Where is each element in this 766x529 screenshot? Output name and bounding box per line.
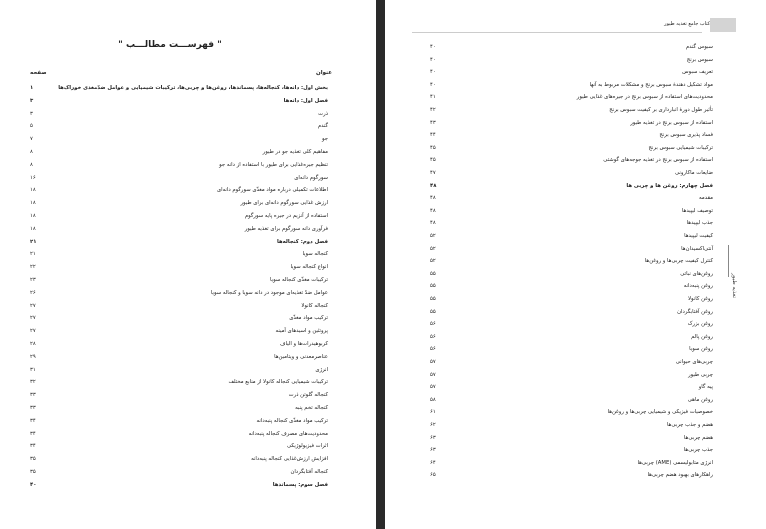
toc-entry-page: ۴۱ bbox=[430, 94, 436, 101]
toc-entry-page: ۴۰ bbox=[30, 481, 37, 488]
toc-entry-page: ۸ bbox=[30, 161, 33, 168]
toc-entry bbox=[430, 54, 713, 67]
toc-entry-title: عناصرمعدنی و ویتامین‌ها bbox=[274, 353, 328, 360]
toc-entry-page: ۳۴ bbox=[30, 417, 36, 424]
toc-entry-title: انرژی متابولیسمی (AME) چربی‌ها bbox=[637, 459, 713, 466]
toc-entry-page: ۵۶ bbox=[430, 346, 436, 353]
toc-entry bbox=[430, 255, 713, 268]
toc-entry-page: ۶۴ bbox=[430, 459, 436, 466]
toc-entry-title: کنجاله آفتابگردان bbox=[290, 469, 328, 475]
toc-entry bbox=[430, 217, 713, 230]
toc-entry bbox=[430, 230, 713, 243]
toc-entry-page: ۱۸ bbox=[30, 200, 36, 207]
toc-entry-title: عوامل ضدّ تغذیه‌ای موجود در دانه سویا و کنجاله سویا bbox=[210, 289, 328, 296]
toc-entry-title: فصل سوم: پسماندها bbox=[272, 481, 328, 488]
toc-entry-page: ۵۵ bbox=[430, 283, 436, 290]
toc-entry-title: تأثیر طول دورهٔ انبارداری بر کیفیت سبوس برنج bbox=[609, 107, 713, 113]
toc-entry bbox=[30, 453, 328, 466]
toc-entry-page: ۵ bbox=[30, 123, 33, 130]
toc-entry bbox=[30, 479, 328, 492]
toc-entry-page: ۱۸ bbox=[30, 213, 36, 219]
toc-entry-title: سبوس گندم bbox=[685, 44, 713, 50]
toc-entry bbox=[30, 415, 328, 428]
toc-entry-page: ۱۸ bbox=[30, 225, 36, 232]
toc-entry-title: خصوصیات فیزیکی و شیمیایی چربی‌ها و روغن‌ها bbox=[607, 409, 713, 416]
toc-entry-title: اثرات فیزیولوژیکی bbox=[287, 443, 328, 450]
toc-entry-page: ۶۵ bbox=[430, 472, 436, 479]
toc-entry-page: ۳۴ bbox=[30, 443, 36, 450]
toc-entry-title: ترکیبات شیمیایی سبوس برنج bbox=[648, 144, 713, 151]
toc-entry bbox=[30, 210, 328, 223]
toc-entry bbox=[430, 406, 713, 419]
toc-entry-title: ترکیب مواد مغذّی bbox=[289, 315, 328, 322]
toc-entry-title: استفاده از آنزیم در جیره پایه سورگوم bbox=[244, 213, 328, 219]
side-label: تغذیه طیور bbox=[731, 273, 737, 298]
toc-entry-page: ۳۱ bbox=[30, 366, 36, 373]
toc-entry-page: ۱۶ bbox=[30, 174, 36, 181]
toc-entry bbox=[30, 133, 328, 146]
toc-entry bbox=[430, 142, 713, 155]
toc-entry-page: ۴۸ bbox=[430, 182, 437, 189]
toc-entry-title: جو bbox=[321, 136, 328, 143]
toc-entry-page: ۴۸ bbox=[430, 207, 436, 214]
toc-entry-page: ۶۳ bbox=[430, 447, 436, 454]
toc-entry-title: تعریف سبوس bbox=[682, 69, 713, 76]
toc-entry bbox=[430, 432, 713, 445]
toc-entry-title: کنجاله تخم پنبه bbox=[295, 405, 328, 411]
toc-entry-title: محدودیت‌های مصرف کنجاله پنبه‌دانه bbox=[248, 430, 328, 437]
side-label-rule bbox=[728, 245, 729, 277]
toc-entry-title: فصل اول: دانه‌ها bbox=[283, 97, 328, 104]
toc-entry-page: ۴۸ bbox=[430, 195, 436, 202]
toc-entry-page: ۳۲ bbox=[30, 379, 36, 386]
toc-entry bbox=[30, 197, 328, 210]
toc-entry-title: انواع کنجاله سویا bbox=[290, 264, 328, 271]
toc-entry-title: روغن پنبه‌دانه bbox=[683, 283, 713, 290]
toc-entry-page: ۶۲ bbox=[430, 422, 436, 428]
toc-entry bbox=[30, 338, 328, 351]
toc-entry bbox=[30, 440, 328, 453]
toc-entry-page: ۶۳ bbox=[430, 434, 436, 441]
toc-entry bbox=[430, 79, 713, 92]
toc-entry-page: ۲۳ bbox=[30, 277, 36, 283]
toc-entry bbox=[30, 402, 328, 415]
right-page bbox=[385, 0, 766, 529]
toc-entry-page: ۴۵ bbox=[430, 157, 436, 164]
running-head: کتاب جامع تغذیه طیور bbox=[664, 21, 710, 27]
toc-entry-title: افزایش ارزش‌غذایی کنجاله پنبه‌دانه bbox=[251, 456, 328, 463]
toc-entry-page: ۴۰ bbox=[430, 69, 436, 76]
toc-entry-page: ۵۷ bbox=[430, 371, 436, 378]
toc-entry bbox=[430, 91, 713, 104]
toc-entry bbox=[430, 117, 713, 130]
toc-entry-title: فساد پذیری سبوس برنج bbox=[659, 132, 713, 139]
toc-entry-title: چربی‌های حیوانی bbox=[675, 359, 713, 365]
toc-entry-title: ارزش غذایی سورگوم دانه‌ای برای طیور bbox=[240, 200, 328, 207]
toc-title: " فهرســـت مطالـــب " bbox=[118, 40, 222, 50]
toc-entry-page: ۴۵ bbox=[430, 144, 436, 151]
toc-entry-title: ترکیبات شیمیایی کنجاله کانولا از منابع مختلف bbox=[228, 379, 328, 386]
toc-entry-page: ۵۵ bbox=[430, 308, 436, 315]
toc-entry-title: کنجاله گلوتن ذرت bbox=[288, 392, 328, 399]
toc-entry-page: ۴۰ bbox=[430, 81, 436, 88]
toc-entry-page: ۳۵ bbox=[30, 456, 36, 463]
title-column-header: عنوان bbox=[316, 70, 333, 76]
toc-entry bbox=[30, 274, 328, 287]
toc-entry bbox=[30, 325, 328, 338]
toc-entry bbox=[430, 243, 713, 256]
toc-entry-page: ۴۰ bbox=[430, 56, 436, 63]
toc-entry-page: ۲۶ bbox=[30, 289, 36, 296]
toc-entry-title: کیفیت لیپیدها bbox=[684, 233, 713, 239]
toc-entry bbox=[30, 236, 328, 249]
toc-entry-title: جذب چربی‌ها bbox=[683, 447, 713, 454]
toc-entry-title: انرژی bbox=[315, 366, 328, 373]
toc-entry-title: مقدمه bbox=[699, 195, 713, 202]
toc-entry bbox=[30, 351, 328, 364]
toc-entry-title: تنظیم جیره‌غذایی برای طیور با استفاده از دانه جو bbox=[219, 161, 328, 168]
toc-entry-page: ۵۲ bbox=[430, 258, 436, 265]
toc-entry-page: ۵۲ bbox=[430, 233, 436, 239]
toc-entry-page: ۴۰ bbox=[430, 44, 436, 50]
toc-entry bbox=[430, 205, 713, 218]
toc-entry bbox=[430, 154, 713, 167]
left-page bbox=[0, 0, 376, 529]
toc-entry-title: استفاده از سبوس برنج در تغذیه جوجه‌های گوشتی bbox=[603, 157, 713, 164]
toc-entry-title: ترکیبات مغذّی کنجاله سویا bbox=[270, 277, 328, 283]
toc-entry-title: فرآوری دانه سورگوم برای تغذیه طیور bbox=[244, 225, 328, 232]
toc-entry-title: بخش اول: دانه‌ها، کنجاله‌ها، پسماندها، روغن‌ها و چربی‌ها، ترکیبات شیمیایی و عوامل ضدّمغذی خوراک‌ها bbox=[58, 85, 328, 91]
toc-entry-title: پروتئین و اسیدهای آمینه bbox=[275, 328, 328, 335]
toc-entry bbox=[430, 104, 713, 117]
toc-entry bbox=[430, 419, 713, 432]
toc-entry-title: فصل چهارم: روغن ها و چربی ها bbox=[626, 182, 713, 189]
toc-entry-page: ۵۶ bbox=[430, 321, 436, 328]
toc-entry bbox=[430, 66, 713, 79]
toc-entry-title: ضایعات ماکارونی bbox=[674, 170, 713, 176]
toc-entry bbox=[430, 318, 713, 331]
toc-entry-title: سورگوم دانه‌ای bbox=[294, 174, 328, 181]
toc-entry bbox=[30, 82, 328, 95]
toc-entry bbox=[30, 300, 328, 313]
toc-entry-title: راهکارهای بهبود هضم چربی‌ها bbox=[647, 472, 713, 479]
toc-entry bbox=[30, 466, 328, 479]
toc-entry bbox=[430, 444, 713, 457]
toc-entry bbox=[30, 172, 328, 185]
toc-entry-title: فصل دوم: کنجاله‌ها bbox=[276, 238, 328, 245]
toc-entry-title: اطلاعات تکمیلی درباره مواد مغذّی سورگوم دانه‌ای bbox=[216, 187, 328, 194]
toc-entry-title: ترکیب مواد مغذّی کنجاله پنبه‌دانه bbox=[256, 417, 328, 424]
toc-entry-page: ۵۲ bbox=[430, 245, 436, 252]
toc-entry-title: روغن بزرک bbox=[687, 321, 713, 328]
toc-entry bbox=[430, 306, 713, 319]
book-spine bbox=[376, 0, 385, 529]
toc-entry-page: ۳۵ bbox=[30, 469, 36, 475]
toc-entry bbox=[30, 159, 328, 172]
toc-entry bbox=[430, 41, 713, 54]
toc-entry-page: ۵۷ bbox=[430, 384, 436, 391]
toc-entry-page: ۵۵ bbox=[430, 270, 436, 277]
toc-entry-page: ۲۷ bbox=[30, 315, 36, 322]
toc-entry bbox=[30, 376, 328, 389]
toc-entry bbox=[30, 146, 328, 159]
toc-entry bbox=[430, 129, 713, 142]
toc-entry-page: ۲۷ bbox=[30, 328, 36, 335]
toc-entry-title: کنجاله سویا bbox=[302, 251, 328, 258]
toc-entry-page: ۲۲ bbox=[30, 264, 36, 271]
toc-entry bbox=[30, 95, 328, 108]
toc-entry-page: ۵۶ bbox=[430, 333, 436, 340]
toc-entry-page: ۴۳ bbox=[430, 119, 436, 126]
toc-entry-page: ۲۷ bbox=[30, 302, 36, 309]
toc-entry bbox=[30, 364, 328, 377]
toc-entry-page: ۴۷ bbox=[430, 170, 436, 176]
toc-entry bbox=[30, 389, 328, 402]
toc-entry-page: ۵۸ bbox=[430, 396, 436, 403]
toc-entry bbox=[430, 192, 713, 205]
toc-entry-page: ۵۵ bbox=[430, 296, 436, 302]
toc-entry-page: ۴۸ bbox=[430, 220, 436, 227]
toc-entry-title: چربی طیور bbox=[688, 371, 713, 378]
toc-entry-page: ۳ bbox=[30, 97, 34, 104]
toc-entry-title: مفاهیم کلی تغذیه جو در طیور bbox=[262, 149, 328, 155]
toc-entry bbox=[430, 394, 713, 407]
toc-entry-title: روغن پالم bbox=[691, 333, 713, 340]
toc-entry-page: ۵۷ bbox=[430, 359, 436, 365]
toc-entry-title: پیه گاو bbox=[698, 384, 713, 391]
toc-entry-title: روغن‌های نباتی bbox=[680, 270, 713, 277]
toc-entry bbox=[430, 457, 713, 470]
toc-entry-page: ۱۸ bbox=[30, 187, 36, 194]
toc-entry bbox=[430, 280, 713, 293]
toc-entry bbox=[30, 184, 328, 197]
toc-entry bbox=[30, 108, 328, 121]
toc-entry bbox=[430, 343, 713, 356]
toc-entry bbox=[30, 428, 328, 441]
toc-entry bbox=[430, 293, 713, 306]
toc-entry bbox=[430, 369, 713, 382]
toc-entry-page: ۳ bbox=[30, 110, 33, 117]
toc-entry bbox=[30, 312, 328, 325]
toc-entry bbox=[30, 120, 328, 133]
toc-entry-page: ۸ bbox=[30, 149, 33, 155]
toc-entry-title: کنجاله کانولا bbox=[301, 302, 328, 309]
toc-entry bbox=[430, 268, 713, 281]
toc-entry-title: توصیف لیپیدها bbox=[681, 207, 713, 214]
toc-entry-title: روغن سویا bbox=[689, 346, 713, 353]
toc-entry-title: استفاده از سبوس برنج در تغذیه طیور bbox=[630, 119, 713, 126]
running-head-rule bbox=[412, 32, 702, 33]
toc-entry-page: ۳۴ bbox=[30, 430, 36, 437]
page-tab-marker bbox=[710, 18, 736, 32]
toc-entry-page: ۲۱ bbox=[30, 238, 37, 245]
toc-entry-page: ۶۱ bbox=[430, 409, 436, 416]
toc-entry-title: ذرت bbox=[318, 110, 328, 117]
toc-entry bbox=[430, 167, 713, 180]
toc-entry-title: جذب لیپیدها bbox=[686, 220, 713, 227]
toc-entry-page: ۲۱ bbox=[30, 251, 36, 258]
toc-entry-title: روغن ماهی bbox=[687, 396, 713, 403]
toc-entry-title: هضم و جذب چربی‌ها bbox=[666, 422, 713, 428]
toc-entry-page: ۲۸ bbox=[30, 341, 36, 347]
toc-entry-page: ۴۴ bbox=[430, 132, 436, 139]
toc-entry-title: روغن کانولا bbox=[688, 296, 713, 302]
toc-entry bbox=[430, 180, 713, 193]
toc-entry-title: گندم bbox=[317, 123, 328, 130]
toc-entry-title: آنتی‌اکسیدان‌ها bbox=[681, 245, 713, 252]
toc-entry bbox=[430, 469, 713, 482]
toc-entry-title: کنترل کیفیت چربی‌ها و روغن‌ها bbox=[644, 258, 713, 265]
toc-entry-page: ۷ bbox=[30, 136, 33, 143]
toc-entry-page: ۲۹ bbox=[30, 353, 36, 360]
toc-entry-page: ۳۳ bbox=[30, 392, 36, 399]
toc-entry bbox=[30, 248, 328, 261]
toc-entry bbox=[430, 356, 713, 369]
toc-entry-page: ۱ bbox=[30, 85, 34, 91]
toc-entry bbox=[30, 287, 328, 300]
toc-entry bbox=[430, 381, 713, 394]
toc-entry-title: مواد تشکیل دهندهٔ سبوس برنج و مشکلات مربوط به آنها bbox=[589, 81, 713, 88]
toc-entry-page: ۴۲ bbox=[430, 107, 436, 113]
page-column-header: صفحه bbox=[30, 70, 47, 76]
toc-entry-title: هضم چربی‌ها bbox=[683, 434, 713, 441]
toc-entry-title: سبوس برنج bbox=[686, 56, 713, 63]
toc-entry bbox=[30, 223, 328, 236]
toc-entry bbox=[430, 331, 713, 344]
toc-entry-title: محدودیت‌های استفاده از سبوس برنج در جیره‌های غذایی طیور bbox=[576, 94, 713, 101]
toc-entry-page: ۳۳ bbox=[30, 405, 36, 411]
toc-entry-title: کربوهیدرات‌ها و الیاف bbox=[280, 341, 328, 347]
toc-entry bbox=[30, 261, 328, 274]
toc-entry-title: روغن آفتابگردان bbox=[677, 308, 713, 315]
